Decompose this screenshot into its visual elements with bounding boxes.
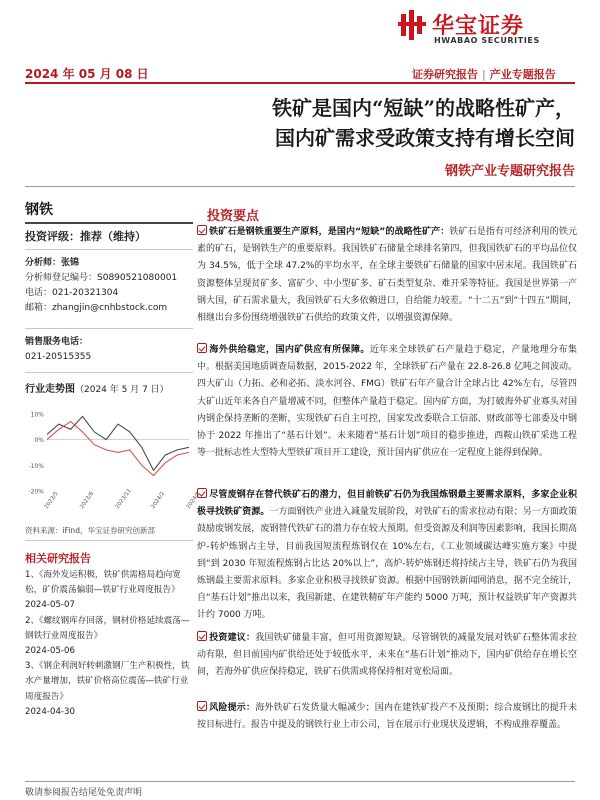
title-line-1: 铁矿是国内“短缺”的战略性矿产， [271,96,575,120]
investment-paragraph-4 [197,630,577,682]
analyst-cert: 分析师登记编号：S0890521080001 [25,273,178,283]
related-reports-title: 相关研究报告 [25,552,91,565]
related-report-title: 1、《海外发运积极，铁矿供需格局趋向宽松，矿价震荡偏弱—铁矿行业周度报告》 [25,570,181,596]
sales-label: 销售服务电话： [25,337,89,347]
logo-mark-icon [398,10,428,40]
x-tick-label: 2023/11 [114,487,133,511]
analyst-email: 邮箱：zhangjin@cnhbstock.com [25,303,168,313]
footer-disclaimer: 敬请参阅报告结尾处免责声明 [25,788,143,798]
rating-rule [25,249,193,250]
investment-highlights-title: 投资要点 [207,209,260,224]
paragraph-lead: 投资建议： [209,633,256,643]
y-tick-label: 0% [34,437,44,445]
y-tick-label: 10% [30,411,44,419]
chart-title [25,380,169,395]
title-line-2: 国内矿需求受政策支持有增长空间 [275,126,575,150]
checkbox-icon [197,343,207,353]
paragraph-lead: 风险提示： [209,703,256,713]
related-reports-list [25,568,195,720]
chart-date-note: （2024 年 5 月 7 日） [75,385,169,395]
related-report-date: 2024-05-07 [25,600,75,611]
paragraph-text: 我国铁矿储量丰富，但可用资源短缺。尽管钢铁的减量发展对铁矿石整体需求拉动有限，但目前国内矿供给还处于较低水平，未来在“基石计划”推动下，国内矿供给存在增长空间，若海外矿供应保持稳定，铁矿石供需或将保持相对宽松局面。 [197,633,577,678]
investment-paragraph-5 [197,700,577,734]
investment-paragraph-3 [197,487,577,625]
chart-rule [25,540,193,541]
analyst-name: 分析师：张锦 [25,258,80,268]
x-tick-label: 2024/2 [150,490,167,511]
related-report-date: 2024-05-06 [25,646,75,657]
header-separator: | [482,68,486,81]
company-logo [398,8,570,50]
x-tick-label: 2023/8 [79,490,96,511]
analyst-rule [25,328,193,329]
paragraph-lead: 铁矿石是钢铁重要生产原料，是国内“短缺”的战略性矿产： [209,227,450,237]
related-report-title: 3、《钢企利润好转刺激钢厂生产积极性，铁水产量增加，铁矿价格高位震荡—铁矿行业周度报告》 [25,661,190,702]
y-tick-label: -20% [28,488,44,496]
industry-name: 钢铁 [25,202,53,218]
analyst-phone: 电话：021-20321304 [25,288,119,298]
header-rule [25,82,575,84]
related-report-item[interactable] [25,614,195,660]
footer-rule [25,781,575,782]
checkbox-icon [197,488,207,498]
title-divider [25,186,575,187]
logo-en-text: HWABAO SECURITIES [434,36,540,45]
paragraph-text: 海外铁矿石发货量大幅减少；国内在建铁矿投产不及预期；综合废钢比的提升未按目标进行。报告中提及的钢铁行业上市公司，旨在展示行业现状及逻辑，不构成推荐覆盖。 [197,703,577,731]
report-subtitle: 钢铁产业专题研究报告 [444,164,575,179]
checkbox-icon [197,631,207,641]
industry-trend-chart [25,395,202,513]
investment-rating: 投资评级：推荐（维持） [25,230,146,243]
related-report-item[interactable] [25,659,195,720]
x-tick-label: 2023/5 [43,490,60,511]
report-category: 产业专题报告 [489,68,556,81]
x-tick-label: 2024/5 [185,490,202,511]
series-line-1 [47,422,189,476]
date-bar [0,62,600,84]
chart-source: 资料来源：iFind，华宝证券研究创新部 [25,526,155,535]
analyst-block [25,256,193,316]
series-line-0 [47,416,189,470]
sales-block [25,335,193,365]
paragraph-text: 一方面钢铁产业进入减量发展阶段，对铁矿石的需求拉动有限；另一方面政策鼓励废钢发展，废钢替代铁矿石的潜力存在较大预期。但受资源及利润等因素影响，我国长期高炉-转炉炼钢占主导，目前我国短流程炼钢仅在 10%左右，《工业领域碳达峰实施方案》中提到“到 2030 年短流程炼钢占比达 20%以上”，高炉-转炉炼钢还将持续占主导，铁矿石仍为我国炼钢最主要需求原料。多家企业积极寻找铁矿资源。根据中国钢铁新闻网消息，据不完全统计，自“基石计划”推出以来，我国新建、在建铁精矿年产能约 5000 万吨，预计权益铁矿年产资源共计约 7000 万吨。 [197,507,577,621]
investment-paragraph-1 [197,224,577,327]
checkbox-icon [197,701,207,711]
paragraph-text: 近年来全球铁矿石产量趋于稳定，产量地理分布集中。根据美国地质调查局数据，2015-2022 年，全球铁矿石产量在 22.8-26.8 亿吨之间波动。四大矿山（力拓、必和必拓、淡水河谷、FMG）铁矿石年产量合计全球占比 42%左右，尽管四大矿山近年来各自产量增减不同，但整体产量趋于稳定。国内矿方面，为打破海外矿业寡头对国内钢企保持垄断的垄断，实现铁矿石自主可控，国家发改委联合工信部、财政部等七部委及中钢协于 2022 年推出了“基石计划”。未来随着“基石计划”项目的稳步推进，西鞍山铁矿采选工程等一批标志性大型特大型铁矿项目开工建设，预计国内矿供应在一定程度上能得到保障。 [197,345,577,459]
paragraph-lead: 海外供给稳定，国内矿供应有所保障。 [209,345,370,355]
sales-rule [25,372,193,373]
report-type-label [412,66,556,82]
related-report-date: 2024-04-30 [25,706,75,717]
report-date: 2024 年 05 月 08 日 [25,67,149,81]
industry-rule [25,222,193,224]
related-report-item[interactable] [25,568,195,614]
chart-title-text: 行业走势图 [25,384,75,395]
investment-paragraph-2 [197,342,577,462]
sales-phone: 021-20515355 [25,352,92,362]
paragraph-text: 铁矿石是指有可经济利用的铁元素的矿石，是钢铁生产的重要原料。我国铁矿石储量全球排名第四，但我国铁矿石的平均品位仅为 34.5%，低于全球 47.2%的平均水平，在全球主要铁矿石储量的国家中居末尾。我国铁矿石资源整体呈现贫矿多、富矿少、中小型矿多、矿石类型复杂、难开采等特征。我国是世界第一产钢大国，矿石需求量大，我国铁矿石大多依赖进口，自给能力较差。“十二五”到“十四五”期间，相继出台多份围绕增强铁矿石供给的政策文件，以增强资源保障。 [197,227,577,324]
checkbox-icon [197,225,207,235]
paragraph-lead: 尽管废钢存在替代铁矿石的潜力，但目前铁矿石仍为我国炼钢最主要需求原料，多家企业积极寻找铁矿资源。 [197,490,577,518]
logo-cn-text: 华宝证券 [432,14,525,39]
report-type: 证券研究报告 [412,68,478,81]
related-report-title: 2、《螺纹钢库存回落，钢材价格延续震荡—钢铁行业周度报告》 [25,615,190,641]
y-tick-label: -10% [28,462,44,470]
